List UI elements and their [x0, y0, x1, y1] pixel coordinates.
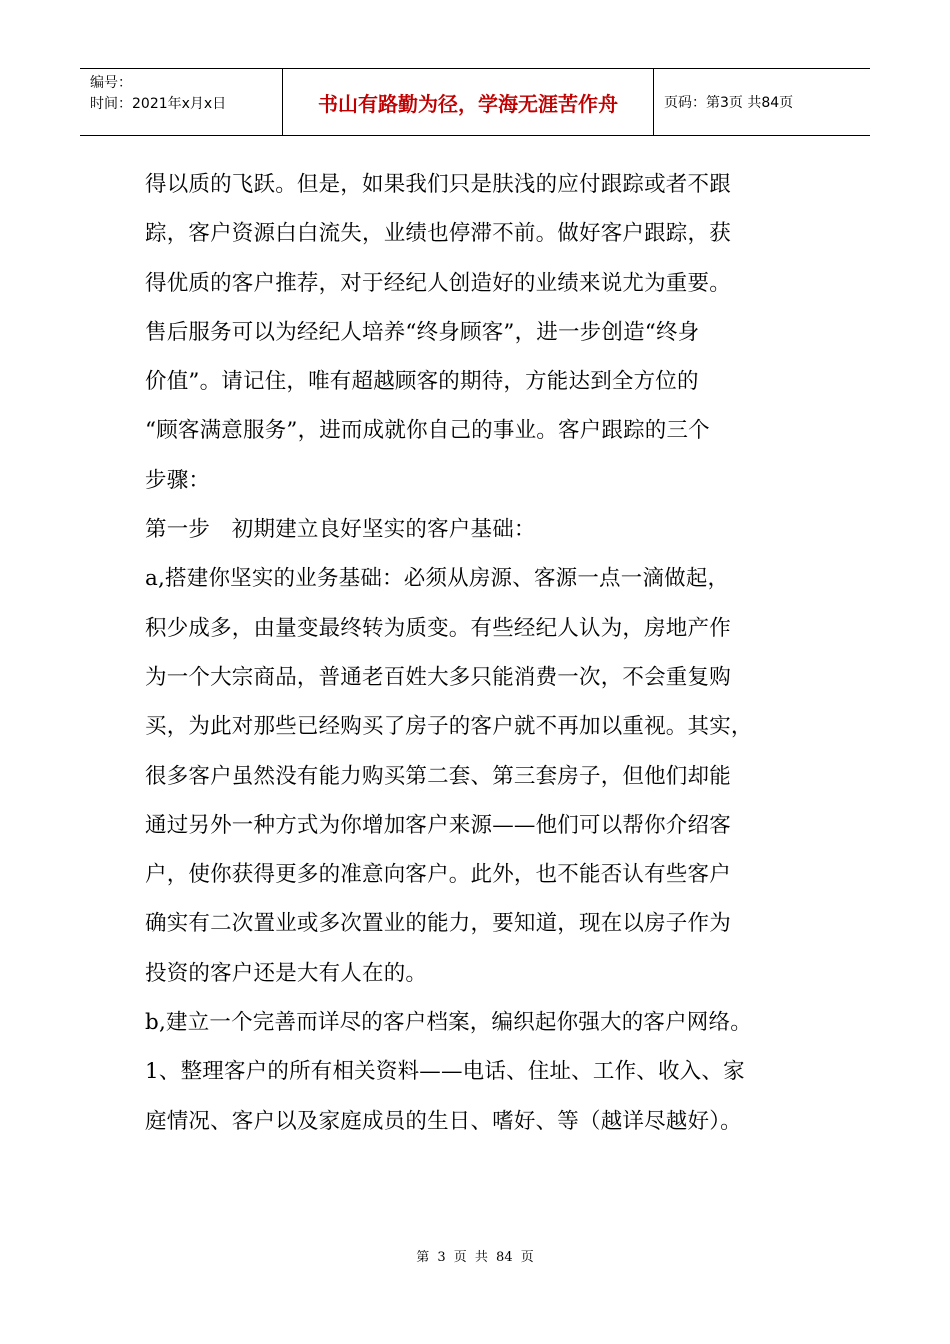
text-line: 为一个大宗商品，普通老百姓大多只能消费一次，不会重复购	[145, 664, 731, 690]
body-text	[145, 160, 815, 1146]
page-footer: 第 3 页 共 84 页	[416, 1250, 534, 1265]
text-line: a,搭建你坚实的业务基础：必须从房源、客源一点一滴做起，	[145, 566, 730, 592]
number-label: 编号：	[90, 75, 132, 91]
text-line: 确实有二次置业或多次置业的能力，要知道，现在以房子作为	[145, 911, 731, 937]
text-line: 投资的客户还是大有人在的。	[145, 960, 428, 986]
page-header	[80, 68, 870, 136]
text-line: 得优质的客户推荐，对于经纪人创造好的业绩来说尤为重要。	[145, 270, 731, 296]
text-line: 售后服务可以为经纪人培养“终身顾客”，进一步创造“终身	[145, 319, 700, 345]
text-line: 第一步 初期建立良好坚实的客户基础：	[145, 517, 536, 543]
text-line: 户，使你获得更多的准意向客户。此外，也不能否认有些客户	[145, 862, 731, 888]
text-line: 得以质的飞跃。但是，如果我们只是肤浅的应付跟踪或者不跟	[145, 172, 731, 197]
text-line: 踪，客户资源白白流失，业绩也停滞不前。做好客户跟踪，获	[145, 221, 731, 247]
text-line: 很多客户虽然没有能力购买第二套、第三套房子，但他们却能	[145, 763, 731, 789]
text-line: 通过另外一种方式为你增加客户来源——他们可以帮你介绍客	[145, 812, 731, 838]
text-line: 庭情况、客户以及家庭成员的生日、嗜好、等（越详尽越好）。	[145, 1108, 742, 1134]
text-line: 1、整理客户的所有相关资料——电话、住址、工作、收入、家	[145, 1059, 745, 1085]
text-line: 价值”。请记住，唯有超越顾客的期待，方能达到全方位的	[145, 369, 699, 395]
text-line: 积少成多，由量变最终转为质变。有些经纪人认为，房地产作	[145, 615, 731, 641]
text-line: b,建立一个完善而详尽的客户档案，编织起你强大的客户网络。	[145, 1010, 752, 1036]
text-line: “顾客满意服务”，进而成就你自己的事业。客户跟踪的三个	[145, 418, 710, 444]
text-line: 买，为此对那些已经购买了房子的客户就不再加以重视。其实，	[145, 714, 753, 740]
header-meta	[80, 69, 282, 135]
header-motto: 书山有路勤为径，学海无涯苦作舟	[282, 69, 654, 135]
date-label: 时间：2021年x月x日	[90, 96, 227, 112]
header-page-info: 页码：第3页 共84页	[664, 95, 794, 111]
text-line: 步骤：	[145, 467, 211, 493]
